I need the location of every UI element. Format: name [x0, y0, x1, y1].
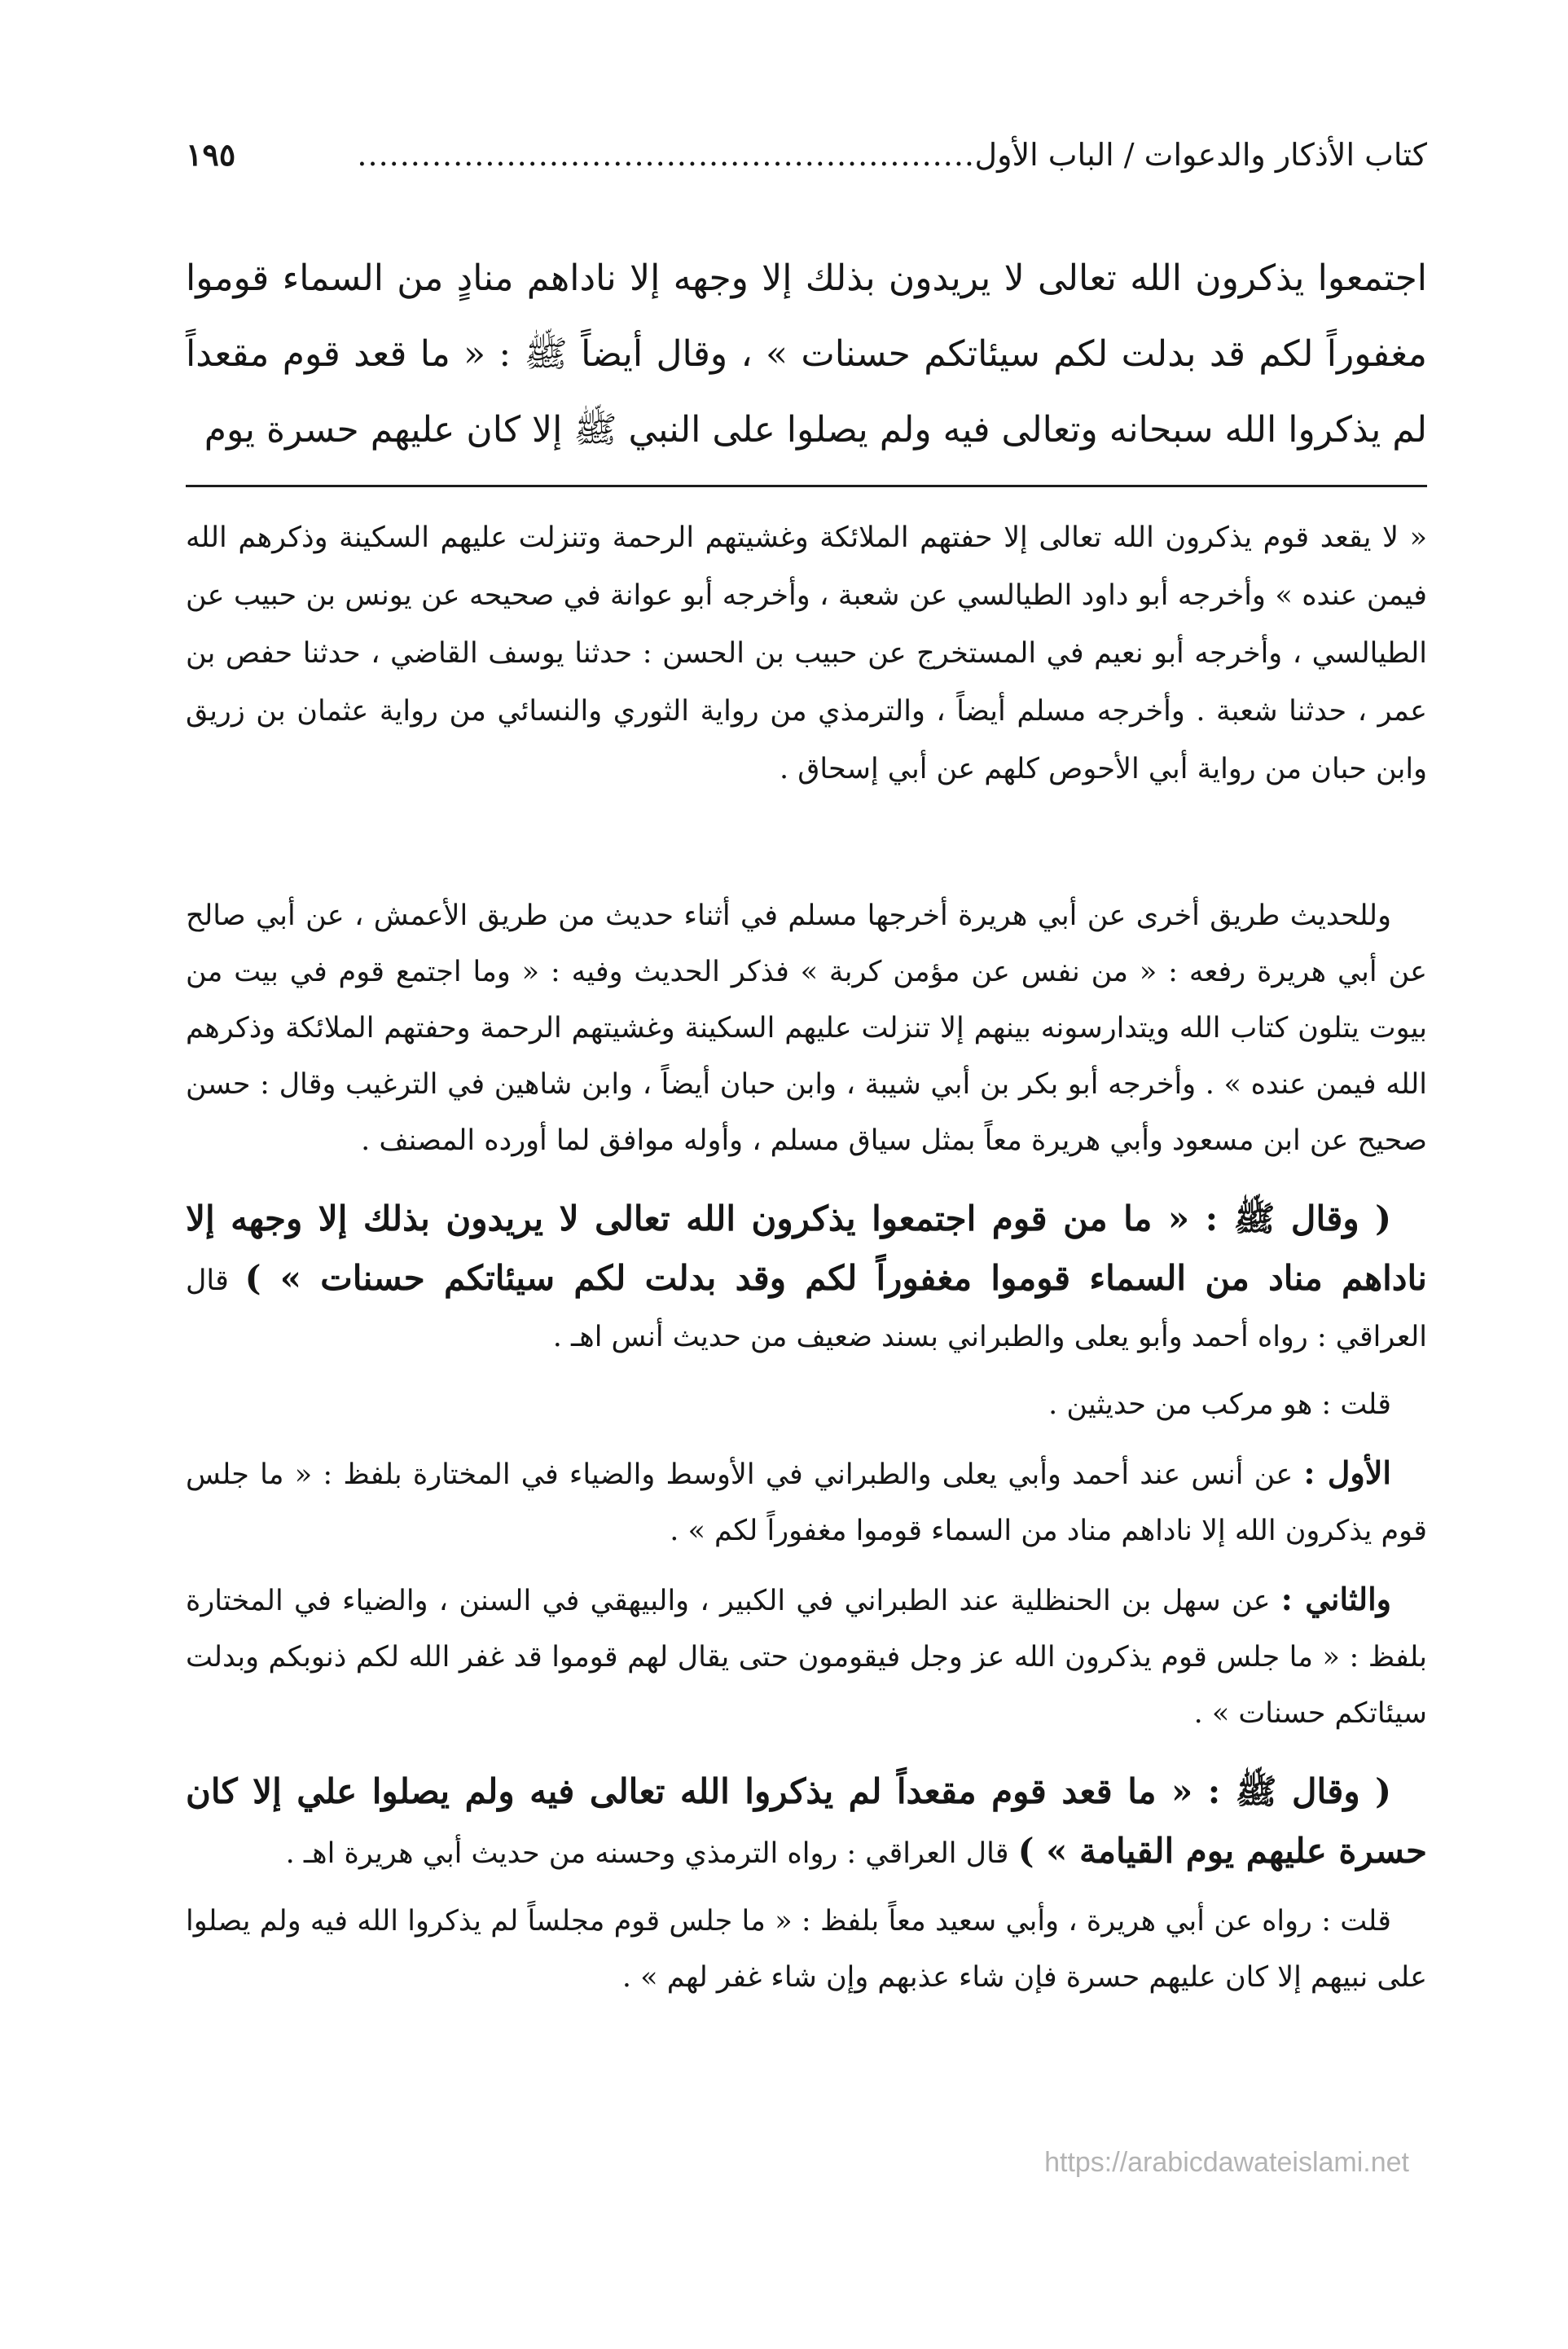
section-label: والثاني : [1280, 1581, 1391, 1617]
hadith-grading: قال العراقي : رواه الترمذي وحسنه من حديث أبي هريرة اهـ . [285, 1837, 1018, 1870]
commentary-paragraph: وللحديث طريق أخرى عن أبي هريرة أخرجها مسلم في أثناء حديث من طريق الأعمش ، عن أبي صالح عن أبي هريرة رفعه : « من نفس عن مؤمن كربة » فذكر الحديث وفيه : « وما اجتمع قوم في بيت من بيوت يتلون كتاب الله ويتدارسونه بينهم إلا تنزلت عليهم السكينة وغشيتهم الرحمة وحفتهم الملائكة وذكرهم الله فيمن عنده » . وأخرجه أبو بكر بن أبي شيبة ، وابن حبان أيضاً ، وابن شاهين في الترغيب وقال : حسن صحيح عن ابن مسعود وأبي هريرة معاً بمثل سياق مسلم ، وأوله موافق لما أورده المصنف . [186, 900, 1427, 1157]
section-label: الأول : [1303, 1454, 1391, 1491]
commentary-text: عن سهل بن الحنظلية عند الطبراني في الكبير ، والبيهقي في السنن ، والضياء في المختارة بلفظ : « ما جلس قوم يذكرون الله عز وجل فيقومون حتى يقال لهم قوموا قد غفر الله لكم ذنوبكم وبدلت سيئاتكم حسنات » . [186, 1585, 1427, 1730]
hadith-quote: ( وقال ﷺ : « ما قعد قوم مقعداً لم يذكروا الله تعالى فيه ولم يصلوا علي إلا كان حسرة عليهم يوم القيامة » ) [186, 1771, 1427, 1871]
commentary-paragraph [186, 1445, 1427, 1559]
hadith-paragraph [186, 1763, 1427, 1882]
watermark-url: https://arabicdawateislami.net [1044, 2147, 1409, 2178]
commentary-paragraph [186, 1571, 1427, 1742]
footnote-divider [186, 485, 1427, 487]
commentary-block [186, 888, 1427, 2006]
running-header [186, 122, 1427, 187]
page-number: ١٩٥ [186, 136, 236, 173]
footnote-paragraph: « لا يقعد قوم يذكرون الله تعالى إلا حفتهم الملائكة وغشيتهم الرحمة وتنزلت عليهم السكينة وذكرهم الله فيمن عنده » وأخرجه أبو داود الطيالسي عن شعبة ، وأخرجه أبو عوانة في صحيحه عن يونس بن حبيب عن الطيالسي ، وأخرجه أبو نعيم في المستخرج عن حبيب بن الحسن : حدثنا يوسف القاضي ، حدثنا حفص بن عمر ، حدثنا شعبة . وأخرجه مسلم أيضاً ، والترمذي من رواية الثوري والنسائي من رواية عثمان بن زريق وابن حبان من رواية أبي الأحوص كلهم عن أبي إسحاق . [186, 521, 1427, 785]
commentary-paragraph: قلت : رواه عن أبي هريرة ، وأبي سعيد معاً بلفظ : « ما جلس قوم مجلساً لم يذكروا الله فيه ولم يصلوا على نبيهم إلا كان عليهم حسرة فإن شاء عذبهم وإن شاء غفر لهم » . [186, 1905, 1427, 1994]
commentary-paragraph: قلت : هو مركب من حديثين . [1048, 1388, 1391, 1421]
main-text [186, 240, 1427, 468]
hadith-grading: قال العراقي : رواه أحمد وأبو يعلى والطبراني بسند ضعيف من حديث أنس اهـ . [186, 1265, 1427, 1353]
leader-dots: .......................................................... [357, 137, 975, 173]
hadith-paragraph [186, 1190, 1427, 1366]
footnote-block [186, 509, 1427, 798]
commentary-text: عن أنس عند أحمد وأبي يعلى والطبراني في الأوسط والضياء في المختارة بلفظ : « ما جلس قوم يذكرون الله إلا ناداهم مناد من السماء قوموا مغفوراً لكم » . [186, 1458, 1427, 1547]
hadith-quote: ( وقال ﷺ : « ما من قوم اجتمعوا يذكرون الله تعالى لا يريدون بذلك إلا وجهه إلا ناداهم مناد من السماء قوموا مغفوراً لكم وقد بدلت لكم سيئاتكم حسنات » ) [186, 1199, 1427, 1298]
main-paragraph: اجتمعوا يذكرون الله تعالى لا يريدون بذلك إلا وجهه إلا ناداهم منادٍ من السماء قوموا مغفوراً لكم قد بدلت لكم سيئاتكم حسنات » ، وقال أيضاً ﷺ : « ما قعد قوم مقعداً لم يذكروا الله سبحانه وتعالى فيه ولم يصلوا على النبي ﷺ إلا كان عليهم حسرة يوم [186, 257, 1428, 451]
chapter-title: كتاب الأذكار والدعوات / الباب الأول [974, 137, 1427, 173]
